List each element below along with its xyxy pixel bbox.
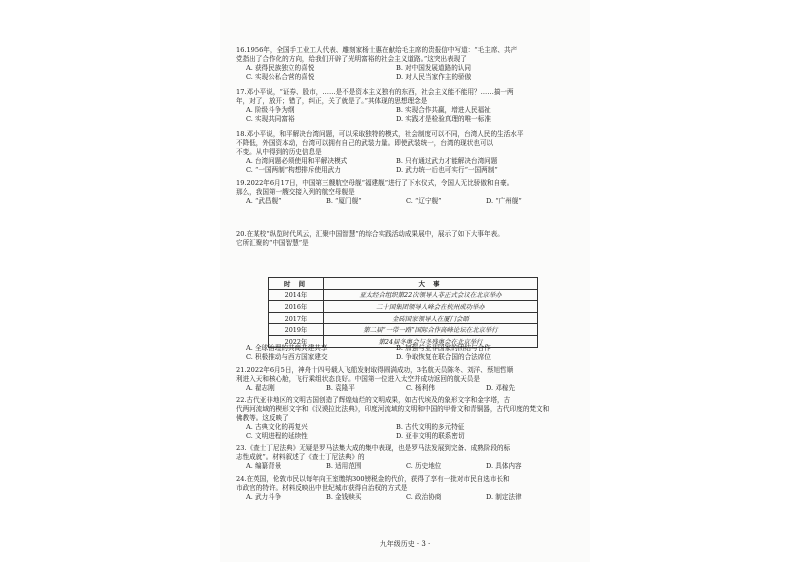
event-cell: 第24届冬奥会与冬残奥会在北京举行 xyxy=(324,335,538,347)
option-a: A. 台湾问题必须使用和平解决模式 xyxy=(246,157,348,165)
year-cell: 2014年 xyxy=(269,289,324,301)
question-line: 20.在某校“纵览时代风云，汇聚中国智慧”的综合实践活动成果展中，展示了如下大事年表。 xyxy=(236,230,504,238)
option-b: B. 适用范围 xyxy=(326,462,362,470)
option-d: D. 亚非文明的联系密切 xyxy=(396,432,465,440)
question-line: 代两河流域的楔形文字和《汉谟拉比法典》，印度河流域的文明和中国的甲骨文和青铜器，古代印度的梵文和 xyxy=(236,405,550,413)
option-c: C. “一国两制”构想排斥使用武力 xyxy=(246,166,341,174)
option-a: A. 编纂背景 xyxy=(246,462,282,470)
question-18 xyxy=(236,130,576,157)
question-line: 22.古代亚非地区的文明古国创造了辉煌灿烂的文明成果，如古代埃及的象形文字和金字塔，古 xyxy=(236,396,511,404)
year-cell: 2022年 xyxy=(269,335,324,347)
question-16 xyxy=(236,46,576,64)
option-d: D. 武力统一后也可实行“一国两制” xyxy=(396,166,498,174)
option-d: D. 争取恢复在联合国的合法席位 xyxy=(396,353,491,361)
question-line: 党指出了合作化的方向，给我们开辟了光明富裕的社会主义道路。”这突出表现了 xyxy=(236,55,467,63)
table-row xyxy=(269,301,538,313)
option-b: B. 袁隆平 xyxy=(326,384,355,392)
question-19 xyxy=(236,179,576,197)
option-a: A. 获得民族独立的喜悦 xyxy=(246,64,315,72)
option-b: B. 金钱赎买 xyxy=(326,493,362,501)
page-footer: 九年级历史 · 3 · xyxy=(379,540,431,548)
column-header: 时 间 xyxy=(269,278,324,290)
options-20 xyxy=(246,344,576,362)
question-line: 志性成就”。材料叙述了《查士丁尼法典》的 xyxy=(236,453,365,461)
timeline-table xyxy=(268,277,538,348)
question-line: 16.1956年，全国手工业工人代表、雕刻家杨士惠在献给毛主席的贵报信中写道：“毛主席、共产 xyxy=(236,46,518,54)
question-line: 24.在英国，伦敦市民以每年向王室缴纳300镑税金的代价，获得了享有一批对市民自选市长和 xyxy=(236,475,510,483)
year-cell: 2017年 xyxy=(269,312,324,324)
option-b: B. 对中国发展道路的认同 xyxy=(396,64,471,72)
year-cell: 2019年 xyxy=(269,324,324,336)
options-22 xyxy=(246,423,576,441)
question-line: 17.邓小平说，“证券、股市，……是不是资本主义独有的东西，社会主义能不能用？……搞一两 xyxy=(236,88,514,96)
option-a: A. 古典文化的再复兴 xyxy=(246,423,308,431)
option-c: C. 实现共同富裕 xyxy=(246,115,295,123)
exam-page xyxy=(220,0,590,562)
option-c: C. 历史地位 xyxy=(406,462,442,470)
option-c: C. 政治协商 xyxy=(406,493,442,501)
options-16 xyxy=(246,64,576,82)
table-row xyxy=(269,289,538,301)
options-23 xyxy=(246,462,576,471)
option-d: D. 具体内容 xyxy=(486,462,522,470)
question-line: 它所汇聚的“中国智慧”是 xyxy=(236,239,309,247)
option-c: C. 杨利伟 xyxy=(406,384,435,392)
question-line: 利进入天和核心舱，飞行乘组状态良好。中国第一位进入太空并成功返回的航天员是 xyxy=(236,375,480,383)
question-line: 19.2022年6月17日，中国第三艘航空母舰“福建舰”进行了下水仪式，令国人无比骄傲和自豪。 xyxy=(236,179,514,187)
option-b: B. 实现合作共赢，增进人民福祉 xyxy=(396,106,491,114)
option-a: A. “武昌舰” xyxy=(246,197,282,205)
question-line: 18.邓小平说，和平解决台湾问题，可以采取独特的模式，社会制度可以不同，台湾人民的生活水平 xyxy=(236,130,524,138)
question-line: 23.《查士丁尼法典》无疑是罗马法集大成的集中表现，也是罗马法发展到完备、成熟阶段的标 xyxy=(236,444,511,452)
column-header: 大 事 xyxy=(324,278,538,290)
event-cell: 二十国集团领导人峰会在杭州成功举办 xyxy=(324,301,538,313)
option-b: B. 只有通过武力才能解决台湾问题 xyxy=(396,157,498,165)
question-line: 21.2022年6月5日，神舟十四号载人飞船发射取得圆满成功，3名航天员陈冬、刘洋、蔡旭哲顺 xyxy=(236,366,514,374)
question-line: 那么，我国第一艘交接入列的航空母舰是 xyxy=(236,188,355,196)
option-a: A. 翟志刚 xyxy=(246,384,275,392)
option-b: B. 加强与亚非国家的团结与合作 xyxy=(396,344,491,352)
question-22 xyxy=(236,396,576,423)
question-line: 市政官的特许。材料反映出中世纪城市获得自治权的方式是 xyxy=(236,484,408,492)
options-24 xyxy=(246,493,576,502)
question-24 xyxy=(236,475,576,493)
table-row xyxy=(269,324,538,336)
table-row xyxy=(269,312,538,324)
question-23 xyxy=(236,444,576,462)
event-cell: 金砖国家领导人在厦门会晤 xyxy=(324,312,538,324)
options-21 xyxy=(246,384,576,393)
option-c: C. “辽宁舰” xyxy=(406,197,442,205)
question-20 xyxy=(236,230,576,248)
year-cell: 2016年 xyxy=(269,301,324,313)
question-line: 不降低，外国资本动，台湾可以拥有自己的武装力量。即使武装统一，台湾的现状也可以 xyxy=(236,139,494,147)
question-21 xyxy=(236,366,576,384)
option-c: C. 文明进程的延续性 xyxy=(246,432,308,440)
option-c: C. 积极推动与西方国家建交 xyxy=(246,353,328,361)
options-19 xyxy=(246,197,576,206)
option-d: D. 实践才是检验真理的唯一标准 xyxy=(396,115,491,123)
option-d: D. 制定法律 xyxy=(486,493,522,501)
option-a: A. 阶级斗争为纲 xyxy=(246,106,295,114)
option-b: B. “厦门舰” xyxy=(326,197,362,205)
question-17 xyxy=(236,88,576,106)
option-d: D. “广州舰” xyxy=(486,197,522,205)
question-line: 佛教等。这反映了 xyxy=(236,414,289,422)
question-line: 年，对了，放开；错了，纠正，关了就是了。”其体现的思想理念是 xyxy=(236,97,428,105)
event-cell: 亚太经合组织第22次领导人非正式会议在北京举办 xyxy=(324,289,538,301)
options-17 xyxy=(246,106,576,124)
table-header-row xyxy=(269,278,538,290)
event-cell: 第二届“一带一路”国际合作高峰论坛在北京举行 xyxy=(324,324,538,336)
option-d: D. 邓稼先 xyxy=(486,384,516,392)
option-c: C. 实现公私合营的喜悦 xyxy=(246,73,315,81)
question-line: 不变。从中得到的历史信息是 xyxy=(236,148,322,156)
option-a: A. 武力斗争 xyxy=(246,493,282,501)
option-d: D. 对人民当家作主的骄傲 xyxy=(396,73,472,81)
option-a: A. 全球治理的共商共建共享 xyxy=(246,344,328,352)
options-18 xyxy=(246,157,576,175)
option-b: B. 古代文明的多元特征 xyxy=(396,423,465,431)
